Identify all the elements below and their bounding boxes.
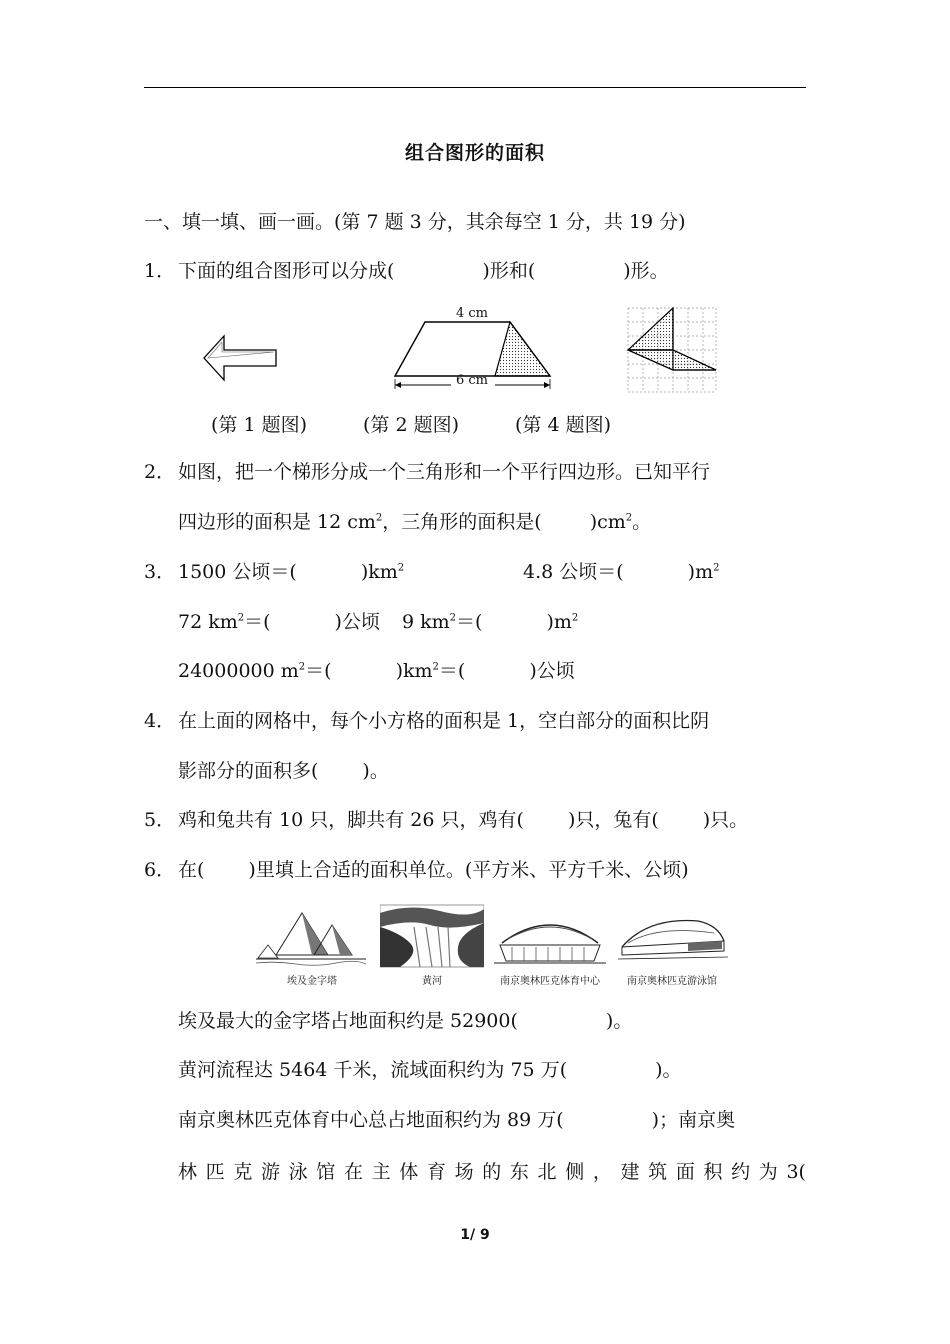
question-2: 2． 如图，把一个梯形分成一个三角形和一个平行四边形。已知平行: [144, 461, 711, 483]
question-6-sentence-1: 埃及最大的金字塔占地面积约是 52900( )。: [178, 1010, 633, 1032]
question-number: 2．: [144, 461, 176, 483]
question-6-sentence-4: 林 匹 克 游 泳 馆 在 主 体 育 场 的 东 北 侧 ， 建 筑 面 积 约 为 3(: [178, 1161, 806, 1183]
question-6: 6． 在( )里填上合适的面积单位。(平方米、平方千米、公顷): [144, 859, 689, 881]
caption-figure-4: (第 4 题图): [515, 414, 611, 436]
figure-1-arrow: [200, 332, 282, 384]
question-3-row-3: 24000000 $m^2=$( )$km^2=$( )公顷: [178, 660, 575, 682]
question-number: 5．: [144, 809, 176, 831]
question-4-line-2: 影部分的面积多( )。: [178, 760, 389, 782]
question-6-sentence-2: 黄河流程达 5464 千米，流域面积约为 75 万( )。: [178, 1059, 682, 1081]
page-title: 组合图形的面积: [404, 142, 545, 164]
question-number: 4．: [144, 710, 176, 732]
yellow-river-picture: [380, 903, 484, 969]
picture-label-pyramid: 埃及金字塔: [287, 976, 337, 987]
nanjing-sports-center-picture: [494, 903, 606, 969]
picture-label-yellow-river: 黄河: [422, 976, 442, 987]
picture-label-swimming-hall: 南京奥林匹克游泳馆: [627, 976, 717, 987]
question-6-sentence-3: 南京奥林匹克体育中心总占地面积约为 89 万( )；南京奥: [178, 1109, 736, 1131]
question-number: 3．: [144, 561, 176, 583]
question-2-line-2: 四边形的面积是 12 $cm^2$，三角形的面积是( )$cm^2$。: [178, 511, 652, 533]
nanjing-swimming-hall-picture: [618, 903, 728, 969]
caption-figure-1: (第 1 题图): [211, 414, 307, 436]
section-heading: 一、填一填、画一画。(第 7 题 3 分，其余每空 1 分，共 19 分): [144, 211, 686, 233]
question-1: 1． 下面的组合图形可以分成( )形和( )形。: [144, 260, 669, 282]
question-3-item-2: 4.8 公顷＝( )$m^2$: [523, 561, 720, 583]
figure-2-bottom-label: 6 cm: [456, 373, 489, 388]
question-5: 5． 鸡和兔共有 10 只，脚共有 26 只，鸡有( )只，兔有( )只。: [144, 809, 749, 831]
pyramid-picture: [256, 903, 368, 969]
question-number: 6．: [144, 859, 176, 881]
picture-label-sports-center: 南京奥林匹克体育中心: [500, 976, 600, 987]
question-3-row-2: 72 $km^2=$( )公顷 9 $km^2=$( )$m^2$: [178, 611, 579, 633]
figure-2-top-label: 4 cm: [456, 306, 489, 321]
figure-4-grid: [626, 306, 718, 394]
question-3: 3． 1500 公顷＝( )$km^2$: [144, 561, 405, 583]
question-4: 4． 在上面的网格中，每个小方格的面积是 1，空白部分的面积比阴: [144, 710, 710, 732]
question-number: 1．: [144, 260, 176, 282]
page-number: 1/ 9: [460, 1227, 490, 1243]
header-rule: [144, 87, 806, 88]
caption-figure-2: (第 2 题图): [363, 414, 459, 436]
